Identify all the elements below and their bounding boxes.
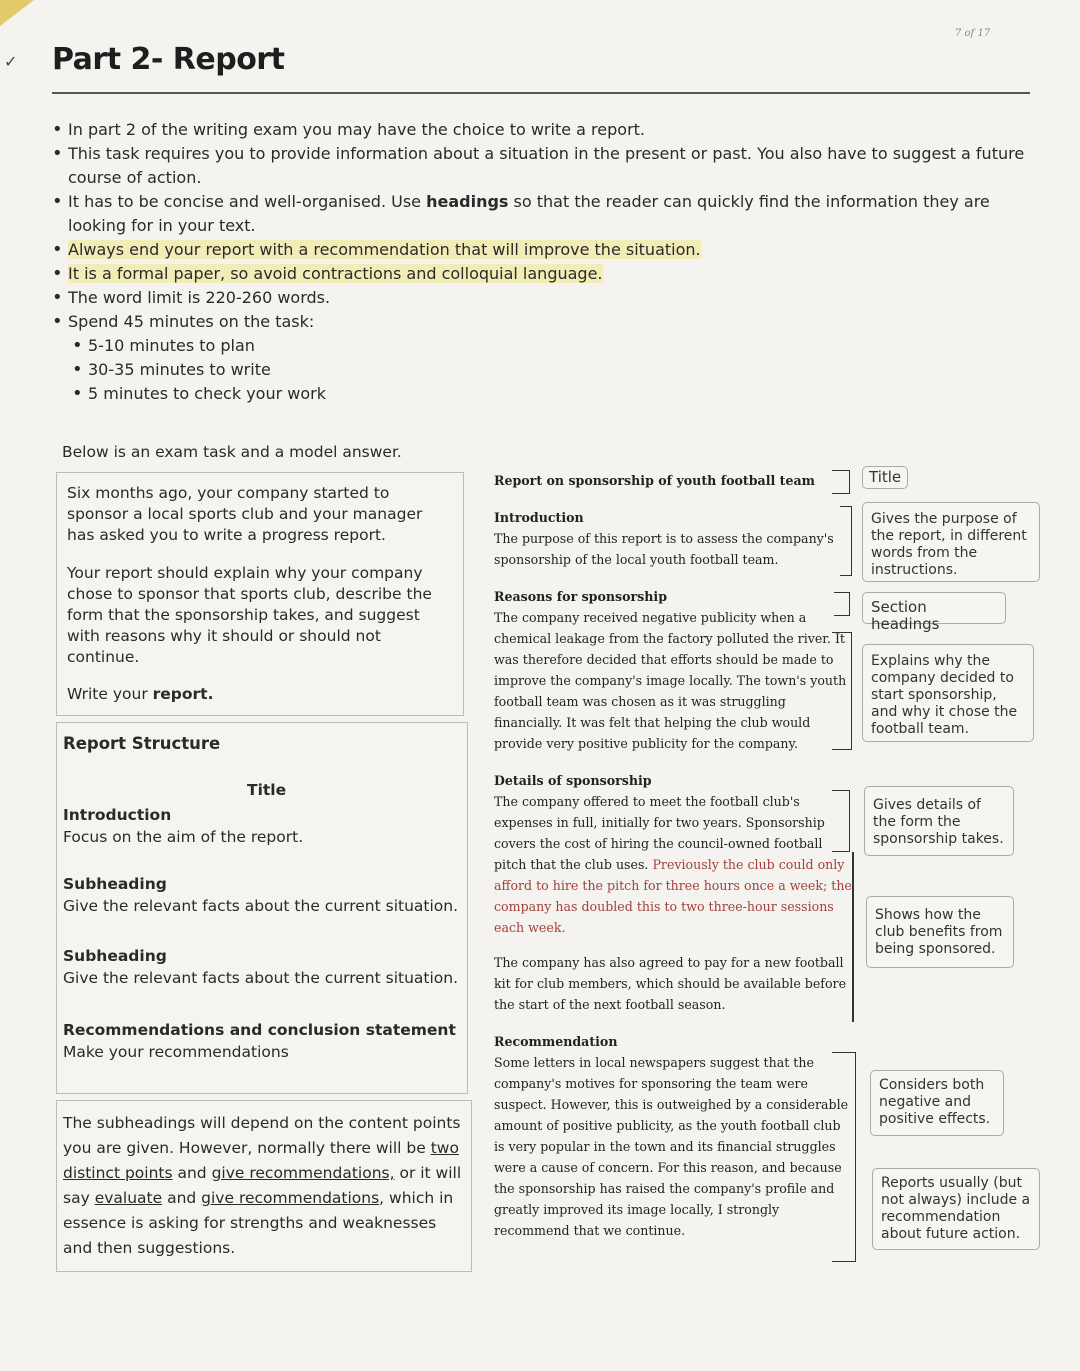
bracket-intro <box>840 506 852 576</box>
task-paragraph: Six months ago, your company started to sponsor a local sports club and your manager has asked you to write a progress report. <box>67 484 423 544</box>
report-section-reasons: Reasons for sponsorship The company received negative publicity when a chemical leakage from the factory polluted the river. It was therefore decided that efforts should be made to improve the company's image locally. The town's youth football team was chosen as it was struggling financially. It was felt that helping the club would provide very positive publicity for the company. <box>494 589 847 751</box>
bracket-details <box>832 790 850 852</box>
annotation-recommendation: Reports usually (but not always) include a recommendation about future action. <box>872 1168 1040 1250</box>
task-instruction: Write your report. <box>67 685 214 703</box>
title-divider <box>52 92 1030 94</box>
bullet-item: • It has to be concise and well-organised. Use headings so that the reader can quickly find the information they are looking for in your text. <box>52 190 1027 238</box>
connector-line <box>852 852 854 1022</box>
structure-heading: Report Structure <box>63 734 221 753</box>
bullet-item: • The word limit is 220-260 words. <box>52 286 1027 310</box>
annotation-details: Gives details of the form the sponsorship takes. <box>864 786 1014 856</box>
annotation-reasons: Explains why the company decided to start sponsorship, and why it chose the football team. <box>862 644 1034 742</box>
bullet-item: • In part 2 of the writing exam you may have the choice to write a report. <box>52 118 1027 142</box>
page-title: Part 2- Report <box>52 42 285 77</box>
report-section-recommendation: Recommendation Some letters in local newspapers suggest that the company's motives for sponsoring the team were suspect. However, this is outweighed by a considerable amount of positive publicity, as the youth football club is very popular in the town and its financial struggles were a cause of concern. For this reason, and because the sponsorship has raised the company's profile and greatly improved its image locally, I strongly recommend that we continue. <box>494 1034 849 1238</box>
structure-item: Introduction Focus on the aim of the report. <box>63 806 304 846</box>
report-section-details: Details of sponsorship The company offered to meet the football club's expenses in full, initially for two years. Sponsorship covers the cost of hiring the council-owned football pitch that the club uses. Previously the club could only afford to hire the pitch for three hours once a week; the company has doubled this to two three-hour sessions each week. The company has also agreed to pay for a new football kit for club members, which should be available before the start of the next football season. <box>494 773 852 1012</box>
report-title: Report on sponsorship of youth football team <box>494 473 815 488</box>
subheading-note-box: The subheadings will depend on the content points you are given. However, normally there will be two distinct points and give recommendations, or it will say evaluate and give recommendations, which in essence is asking for strengths and weaknesses and then suggestions. <box>56 1100 472 1272</box>
report-structure-box <box>56 722 468 1094</box>
bullet-item: • This task requires you to provide information about a situation in the present or past. You also have to suggest a future course of action. <box>52 142 1027 190</box>
bullet-item: • Always end your report with a recommendation that will improve the situation. <box>52 238 1027 262</box>
annotation-purpose: Gives the purpose of the report, in different words from the instructions. <box>862 502 1040 582</box>
bracket-title <box>832 470 850 494</box>
structure-item: Subheading Give the relevant facts about the current situation. <box>63 875 459 915</box>
exam-task-box <box>56 472 464 716</box>
headings-emphasis: headings <box>426 192 509 211</box>
highlighted-benefit: Previously the club could only afford to hire the pitch for three hours once a week; the company has doubled this to two three-hour sessions each week. <box>494 857 852 935</box>
structure-title-label: Title <box>247 781 287 799</box>
annotation-effects: Considers both negative and positive effects. <box>870 1070 1004 1136</box>
corner-highlight <box>0 0 34 26</box>
annotation-benefits: Shows how the club benefits from being sponsored. <box>866 896 1014 968</box>
sub-bullet-item: • 30-35 minutes to write <box>72 358 1027 382</box>
intro-sentence: Below is an exam task and a model answer. <box>62 443 402 461</box>
report-section-introduction: Introduction The purpose of this report is to assess the company's sponsorship of the local youth football team. <box>494 510 834 567</box>
sub-bullet-item: • 5 minutes to check your work <box>72 382 1027 406</box>
page-number: 7 of 17 <box>955 28 991 39</box>
task-paragraph: Your report should explain why your company chose to sponsor that sports club, describe the form that the sponsorship takes, and suggest with reasons why it should or should not continue. <box>67 564 432 666</box>
instruction-list <box>52 118 1027 406</box>
bracket-recommendation <box>832 1052 856 1262</box>
annotation-title: Title <box>862 466 908 489</box>
model-report <box>494 470 854 1241</box>
bracket-headings <box>834 592 850 616</box>
bullet-item: • Spend 45 minutes on the task: <box>52 310 1027 334</box>
structure-item: Subheading Give the relevant facts about the current situation. <box>63 947 459 987</box>
check-mark-icon: ✓ <box>4 52 18 71</box>
bracket-reasons <box>832 632 852 750</box>
bullet-item: • It is a formal paper, so avoid contractions and colloquial language. <box>52 262 1027 286</box>
sub-bullet-item: • 5-10 minutes to plan <box>72 334 1027 358</box>
structure-item: Recommendations and conclusion statement Make your recommendations <box>63 1021 456 1061</box>
annotation-section-headings: Section headings <box>862 592 1006 624</box>
